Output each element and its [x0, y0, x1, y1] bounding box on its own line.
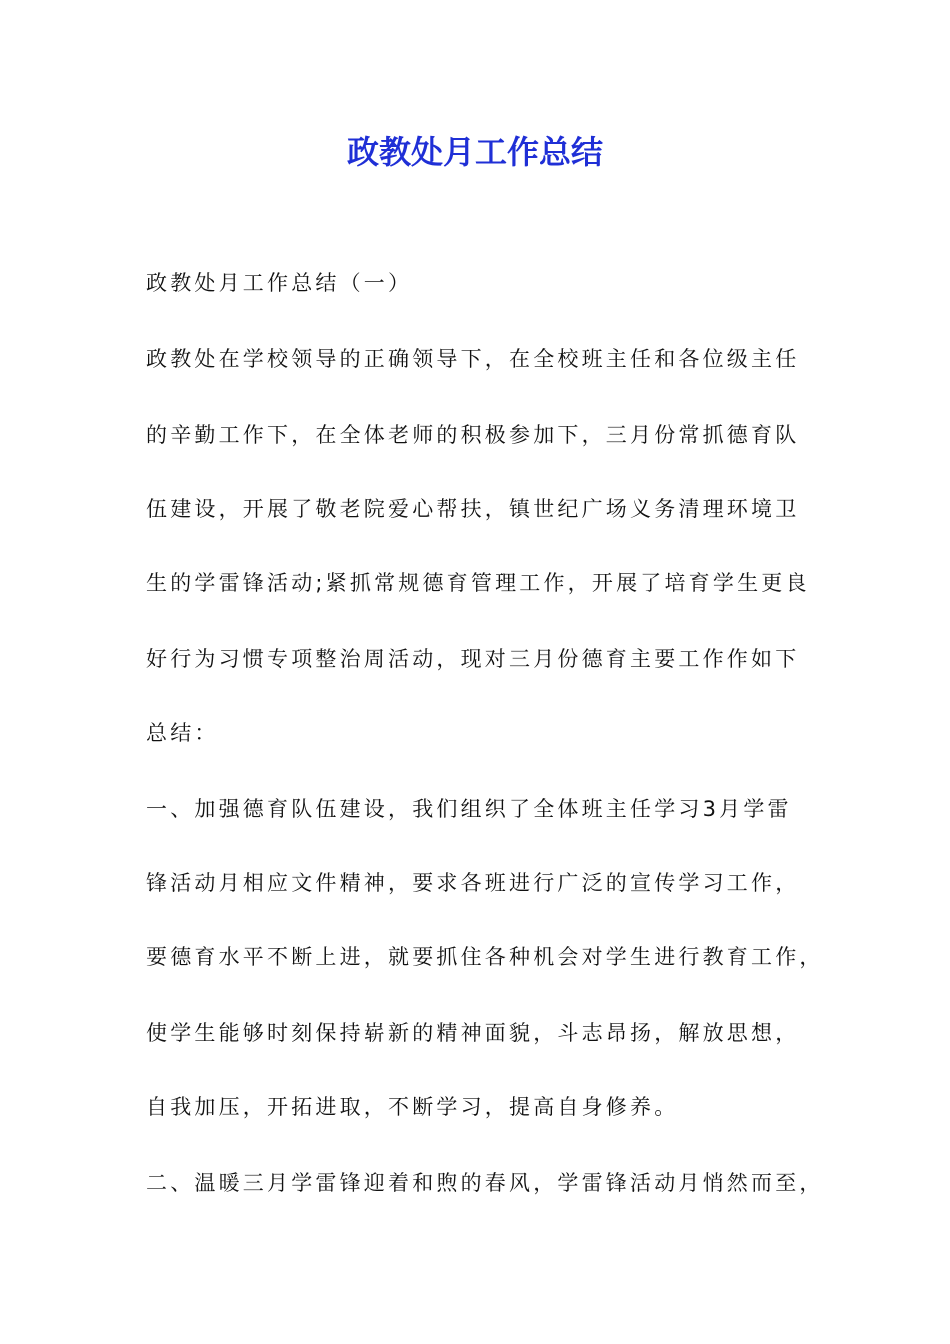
text-line: 伍建设，开展了敬老院爱心帮扶，镇世纪广场义务清理环境卫: [146, 497, 800, 521]
text-line: 一、加强德育队伍建设，我们组织了全体班主任学习3月学雷: [146, 797, 792, 821]
text-line: 锋活动月相应文件精神，要求各班进行广泛的宣传学习工作，: [146, 871, 800, 895]
text-line: 政教处在学校领导的正确领导下，在全校班主任和各位级主任: [146, 347, 800, 371]
document-title: 政教处月工作总结: [346, 133, 603, 171]
text-line: 自我加压，开拓进取，不断学习，提高自身修养。: [146, 1095, 679, 1119]
text-line: 要德育水平不断上进，就要抓住各种机会对学生进行教育工作，: [146, 945, 824, 969]
text-line: 生的学雷锋活动;紧抓常规德育管理工作，开展了培育学生更良: [146, 571, 810, 595]
text-line: 好行为习惯专项整治周活动，现对三月份德育主要工作作如下: [146, 647, 800, 671]
text-line: 二、温暖三月学雷锋迎着和煦的春风，学雷锋活动月悄然而至，: [146, 1171, 824, 1195]
text-line: 总结：: [146, 721, 219, 745]
section-heading: 政教处月工作总结（一）: [146, 271, 413, 295]
text-line: 使学生能够时刻保持崭新的精神面貌，斗志昂扬，解放思想，: [146, 1021, 800, 1045]
text-line: 的辛勤工作下，在全体老师的积极参加下，三月份常抓德育队: [146, 423, 800, 447]
